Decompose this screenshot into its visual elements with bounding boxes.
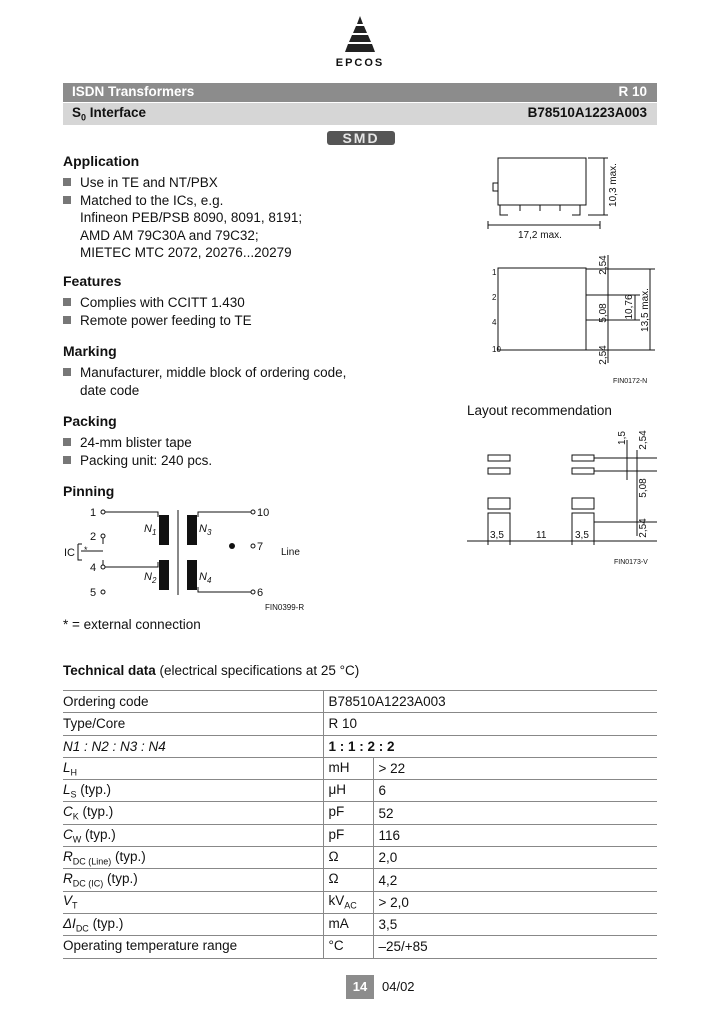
list-item-cont: date code: [80, 382, 140, 398]
list-item: Manufacturer, middle block of ordering code,: [63, 364, 403, 382]
table-row: N1 : N2 : N3 : N4 1 : 1 : 2 : 2: [63, 735, 657, 757]
footer-date: 04/02: [382, 979, 415, 994]
pin-label: 4: [90, 562, 97, 574]
dim-label: 17,2 max.: [518, 230, 562, 241]
pin-label: 1: [90, 507, 97, 519]
packing-list: [63, 434, 403, 469]
svg-text:4: 4: [492, 318, 497, 327]
dim-label: 10,3 max.: [608, 163, 619, 207]
features-heading: Features: [63, 273, 122, 289]
smd-badge-text: SMD: [342, 130, 380, 146]
dim-label: 2,54: [598, 345, 609, 365]
list-item: Packing unit: 240 pcs.: [63, 452, 403, 470]
series-label: R 10: [618, 84, 647, 99]
features-list: [63, 294, 403, 329]
list-item: Matched to the ICs, e.g.: [63, 192, 403, 210]
table-row: Ordering code B78510A1223A003: [63, 691, 657, 713]
list-item: Remote power feeding to TE: [63, 312, 403, 330]
svg-text:N1: $N_1$: [144, 523, 157, 537]
table-row: $\Delta I_{DC}$ (typ.) mA 3,5: [63, 913, 657, 935]
subtitle: $S_0$ Interface: [72, 105, 147, 123]
dim-label: 1,5: [617, 431, 628, 445]
table-row: $L_H$ mH > 22: [63, 757, 657, 779]
dim-label: 3,5: [575, 530, 589, 541]
table-row: $L_S$ (typ.) μH 6: [63, 780, 657, 802]
table-row: Type/Core R 10: [63, 713, 657, 735]
fig-id: FIN0399-R: [265, 603, 305, 612]
pinning-heading: Pinning: [63, 483, 115, 499]
dim-label: 5,08: [638, 478, 649, 498]
part-number: B78510A1223A003: [527, 105, 647, 120]
table-row: $R_{DC (Line)}$ (typ.) Ω 2,0: [63, 847, 657, 869]
epcos-logo-icon: [336, 14, 384, 56]
dim-label: 10,76: [624, 294, 635, 320]
smd-badge: [327, 130, 395, 146]
header-bar: [63, 83, 657, 102]
application-heading: Application: [63, 153, 140, 169]
pinning-footnote: * = external connection: [63, 617, 201, 632]
brand-name: EPCOS: [335, 57, 385, 69]
fig-id: FIN0173-V: [614, 559, 648, 566]
dim-label: 3,5: [490, 530, 504, 541]
table-row: $V_T$ $kV_{AC}$ > 2,0: [63, 891, 657, 913]
dim-label: 2,54: [638, 518, 649, 538]
list-item-cont: AMD AM 79C30A and 79C32;: [80, 227, 259, 243]
dim-label: 2,54: [598, 255, 609, 275]
table-row: Operating temperature range °C –25/+85: [63, 936, 657, 958]
table-row: $C_W$ (typ.) pF 116: [63, 824, 657, 846]
fig-id: FIN0172-N: [613, 378, 648, 385]
svg-text:N3: $N_3$: [199, 523, 212, 537]
application-list: [63, 174, 403, 262]
pinning-schematic: [60, 500, 320, 620]
table-row: $R_{DC (IC)}$ (typ.) Ω 4,2: [63, 869, 657, 891]
list-item: Complies with CCITT 1.430: [63, 294, 403, 312]
page-number: 14: [346, 975, 374, 999]
layout-heading: Layout recommendation: [467, 403, 612, 418]
svg-text:2: 2: [492, 293, 497, 302]
list-item-cont: Infineon PEB/PSB 8090, 8091, 8191;: [80, 210, 303, 225]
pin-label: 10: [257, 507, 270, 519]
dim-label: 5,08: [598, 303, 609, 323]
layout-recommendation-drawing: [462, 420, 660, 570]
list-item: 24-mm blister tape: [63, 434, 403, 452]
star-label: *: [84, 545, 88, 555]
dim-label: 13,5 max.: [640, 288, 651, 332]
svg-text:N4: $N_4$: [199, 571, 212, 585]
svg-text:N2: $N_2$: [144, 571, 157, 585]
marking-list: [63, 364, 403, 399]
list-item-cont: MIETEC MTC 2072, 20276...20279: [80, 245, 292, 260]
pin-label: 7: [257, 541, 264, 553]
pin-label: 6: [257, 587, 264, 599]
svg-text:1: 1: [492, 268, 497, 277]
pin-label: 5: [90, 587, 97, 599]
category-title: ISDN Transformers: [72, 84, 195, 99]
technical-data-heading: Technical data (electrical specifications at 25 °C): [63, 663, 360, 678]
subtitle-bar: [63, 103, 657, 125]
table-row: $C_K$ (typ.) pF 52: [63, 802, 657, 824]
packing-heading: Packing: [63, 413, 117, 429]
ic-label: IC: [64, 547, 75, 559]
marking-heading: Marking: [63, 343, 117, 359]
svg-text:10: 10: [492, 345, 501, 354]
pin-label: 2: [90, 531, 97, 543]
line-label: Line: [281, 547, 300, 558]
list-item: Use in TE and NT/PBX: [63, 174, 403, 192]
technical-data-table: [63, 690, 657, 959]
dim-label: 11: [536, 530, 547, 541]
dim-label: 2,54: [638, 430, 649, 450]
dimension-drawing: [480, 155, 660, 395]
